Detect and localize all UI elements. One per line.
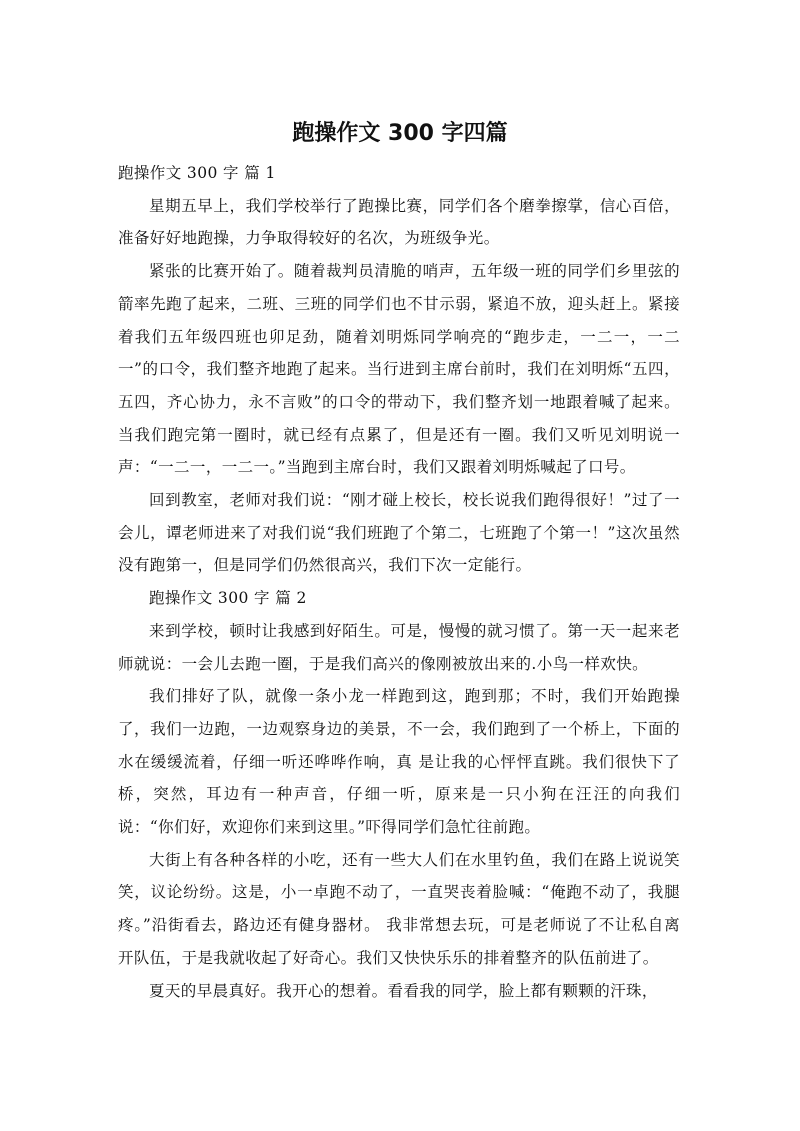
paragraph: 回到教室，老师对我们说：“刚才碰上校长，校长说我们跑得很好！”过了一会儿，谭老师进来了对我们说“我们班跑了个第二，七班跑了个第一！”这次虽然没有跑第一，但是同学们仍然很高兴，我们下次一定能行。	[118, 491, 680, 575]
paragraph: 来到学校，顿时让我感到好陌生。可是，慢慢的就习惯了。第一天一起来老师就说：一会儿去跑一圈，于是我们高兴的像刚被放出来的.小鸟一样欢快。	[118, 621, 680, 673]
paragraph: 夏天的早晨真好。我开心的想着。看看我的同学，脸上都有颗颗的汗珠，	[149, 981, 658, 1000]
section-heading-1: 跑操作文 300 字 篇 1	[118, 164, 276, 182]
paragraph: 我们排好了队，就像一条小龙一样跑到这，跑到那；不时，我们开始跑操了，我们一边跑，一边观察身边的美景，不一会，我们跑到了一个桥上，下面的水在缓缓流着，仔细一听还哗哗作响，真 是让我的心怦怦直跳。我们很快下了桥，突然，耳边有一种声音，仔细一听，原来是一只小狗在汪汪的向我们说：“你们好，欢迎你们来到这里。”吓得同学们急忙往前跑。	[118, 687, 680, 837]
section-heading-2: 跑操作文 300 字 篇 2	[149, 589, 307, 608]
paragraph: 大街上有各种各样的小吃，还有一些大人们在水里钓鱼，我们在路上说说笑笑，议论纷纷。这是，小一卓跑不动了，一直哭丧着脸喊：“俺跑不动了，我腿疼。”沿街看去，路边还有健身器材。 我非常想去玩，可是老师说了不让私自离开队伍，于是我就收起了好奇心。我们又快快乐乐的排着整齐的队伍前进了。	[118, 850, 680, 967]
paragraph: 紧张的比赛开始了。随着裁判员清脆的哨声，五年级一班的同学们乡里弦的箭率先跑了起来，二班、三班的同学们也不甘示弱，紧追不放，迎头赶上。紧接着我们五年级四班也卯足劲，随着刘明烁同学响亮的“跑步走，一二一，一二一”的口令，我们整齐地跑了起来。当行进到主席台前时，我们在刘明烁“五四，五四，齐心协力，永不言败”的口令的带动下，我们整齐划一地跟着喊了起来。当我们跑完第一圈时，就已经有点累了，但是还有一圈。我们又听见刘明说一声：“一二一，一二一。”当跑到主席台时，我们又跟着刘明烁喊起了口号。	[118, 262, 680, 477]
document-body	[118, 157, 680, 1007]
document-title: 跑操作文 300 字四篇	[292, 121, 508, 146]
paragraph: 星期五早上，我们学校举行了跑操比赛，同学们各个磨拳擦掌，信心百倍，准备好好地跑操，力争取得较好的名次，为班级争光。	[118, 196, 680, 248]
